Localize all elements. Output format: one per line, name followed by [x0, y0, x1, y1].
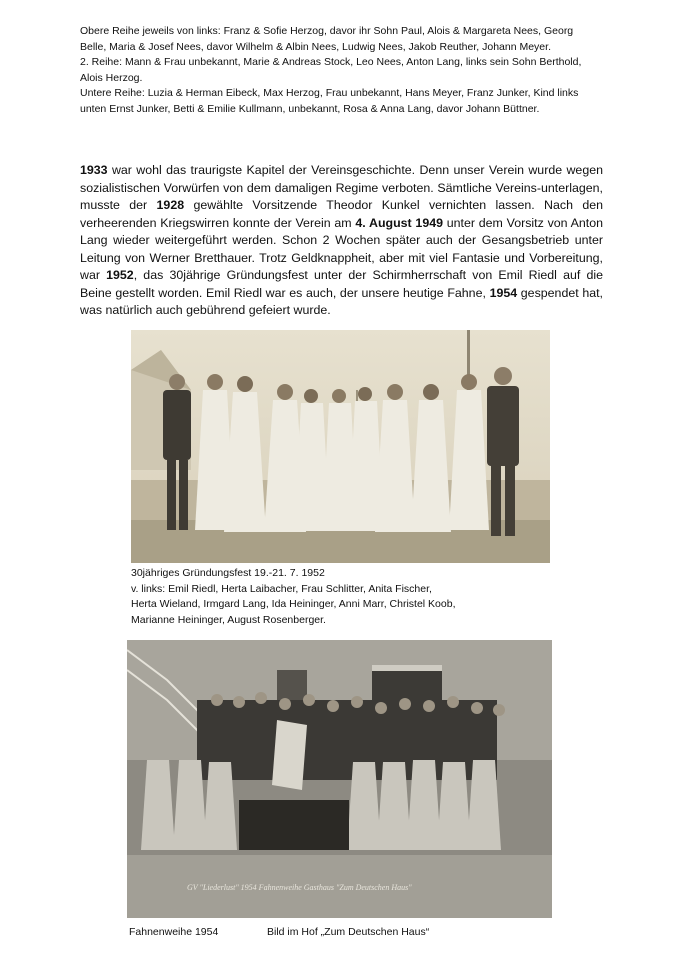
- history-text-2: gewählte Vorsitzende Theodor Kunkel vernichten lassen. Nach den verheerenden Kriegswirren konnte der Verein am: [80, 198, 603, 230]
- caption-line-bottom-row: Untere Reihe: Luzia & Herman Eibeck, Max Herzog, Frau unbekannt, Hans Meyer, Franz Junker, Kind links unten Ernst Junker, Betti & Emilie Kullmann, unbekannt, Rosa & Anna Lang, davor Johann Büttner.: [80, 87, 579, 115]
- history-text-3: unter dem Vorsitz von Anton Lang wieder weitergeführt werden. Schon 2 Wochen später auch der Gesangsbetrieb unter Leitung von Werner Bretthauer. Trotz Geldknappheit, aber mit viel Fantasie und Vorbereitung, war: [80, 215, 604, 282]
- group-photo-caption: [80, 24, 600, 117]
- caption-line-second-row: 2. Reihe: Mann & Frau unbekannt, Marie & Andreas Stock, Leo Nees, Anton Lang, links sein Sohn Berthold, Alois Herzog.: [80, 56, 582, 84]
- year-1933: 1933: [80, 163, 108, 177]
- festival-names-line-1: v. links: Emil Riedl, Herta Laibacher, Frau Schlitter, Anita Fischer,: [131, 582, 432, 595]
- history-text-1: war wohl das traurigste Kapitel der Vereinsgeschichte. Denn unser Verein wurde wegen sozialistischen Vorwürfen von dem damaligen Regime verboten. Sämtliche Vereins-unterlagen, musste der: [80, 163, 603, 212]
- flag-consecration-1954-photo: [127, 640, 552, 918]
- festival-names-line-2: Herta Wieland, Irmgard Lang, Ida Heininger, Anni Marr, Christel Koob,: [131, 598, 456, 610]
- festival-names-line-3: Marianne Heininger, August Rosenberger.: [131, 613, 326, 626]
- year-1954: 1954: [489, 285, 518, 300]
- date-1949: 4. August 1949: [355, 215, 443, 230]
- history-text-5: gespendet hat, was natürlich auch gebührend gefeiert wurde.: [80, 285, 603, 317]
- photo-overlay-caption: GV "Liederlust" 1954 Fahnenweihe Gasthaus "Zum Deutschen Haus": [187, 883, 412, 892]
- year-1952: 1952: [106, 268, 134, 282]
- history-text-4: , das 30jährige Gründungsfest unter der Schirmherrschaft von Emil Riedl auf die Beine gestellt worden. Emil Riedl war es auch, der unsere heutige Fahne,: [80, 268, 603, 300]
- festival-title: 30jähriges Gründungsfest 19.-21. 7. 1952: [131, 567, 325, 579]
- festival-1952-caption: [131, 566, 561, 628]
- location-caption: Bild im Hof „Zum Deutschen Haus“: [267, 926, 430, 938]
- festival-1952-photo: [131, 330, 550, 563]
- year-1928: 1928: [156, 198, 185, 212]
- caption-line-top-row: Obere Reihe jeweils von links: Franz & Sofie Herzog, davor ihr Sohn Paul, Alois & Margareta Nees, Georg Belle, Maria & Josef Nees, davor Wilhelm & Albin Nees, Ludwig Nees, Jakob Reuther, Johann Meyer.: [80, 25, 574, 53]
- fahnenweihe-caption: Fahnenweihe 1954: [129, 926, 219, 938]
- history-paragraph: [80, 162, 603, 320]
